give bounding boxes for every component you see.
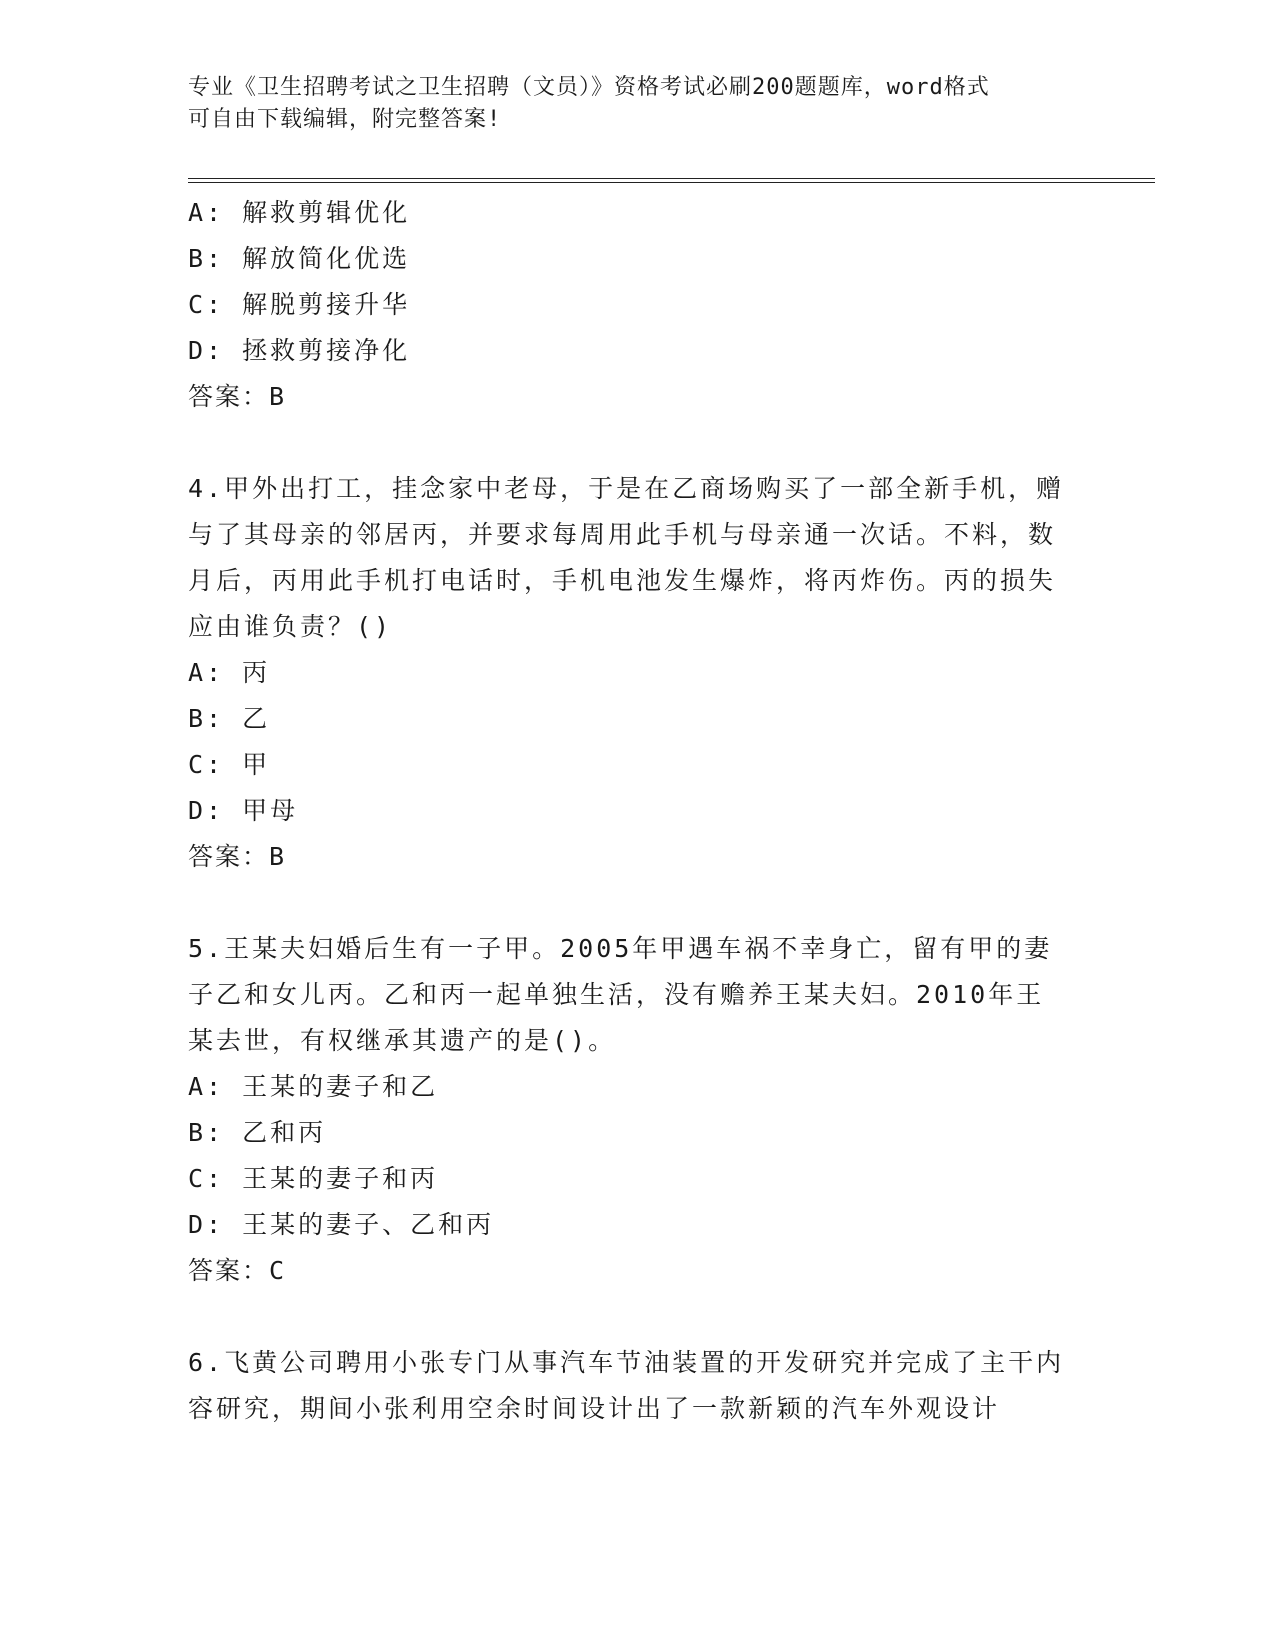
option-a: A: 王某的妻子和乙 [188,1072,439,1101]
question-text: 6.飞黄公司聘用小张专门从事汽车节油装置的开发研究并完成了主干内容研究，期间小张利用空余时间设计出了一款新颖的汽车外观设计 [188,1348,1065,1423]
option-c: C: 王某的妻子和丙 [188,1164,439,1193]
option-c: C: 解脱剪接升华 [188,290,411,319]
answer-text: 答案：C [188,1256,287,1285]
option-b: B: 解放简化优选 [188,244,411,273]
question-block-3 [188,190,1068,420]
option-a: A: 丙 [188,658,271,687]
answer-text: 答案：B [188,382,287,411]
question-block-5 [188,926,1068,1294]
header-title-line-2: 可自由下载编辑，附完整答案! [188,107,502,132]
question-text: 4.甲外出打工，挂念家中老母，于是在乙商场购买了一部全新手机，赠与了其母亲的邻居丙，并要求每周用此手机与母亲通一次话。不料，数月后，丙用此手机打电话时，手机电池发生爆炸，将丙炸伤。丙的损失应由谁负责？() [188,474,1065,641]
question-block-6 [188,1340,1068,1432]
option-d: D: 甲母 [188,796,299,825]
option-a: A: 解救剪辑优化 [188,198,411,227]
option-d: D: 拯救剪接净化 [188,336,411,365]
page-header [188,72,1068,136]
answer-text: 答案：B [188,842,287,871]
option-b: B: 乙和丙 [188,1118,327,1147]
document-body [188,190,1068,1432]
header-title-line-1: 专业《卫生招聘考试之卫生招聘（文员）》资格考试必刷200题题库，word格式 [188,75,990,100]
question-text: 5.王某夫妇婚后生有一子甲。2005年甲遇车祸不幸身亡，留有甲的妻子乙和女儿丙。乙和丙一起单独生活，没有赡养王某夫妇。2010年王某去世，有权继承其遗产的是()。 [188,934,1053,1055]
question-block-4 [188,466,1068,880]
header-divider [188,178,1155,183]
option-c: C: 甲 [188,750,271,779]
option-b: B: 乙 [188,704,271,733]
option-d: D: 王某的妻子、乙和丙 [188,1210,495,1239]
